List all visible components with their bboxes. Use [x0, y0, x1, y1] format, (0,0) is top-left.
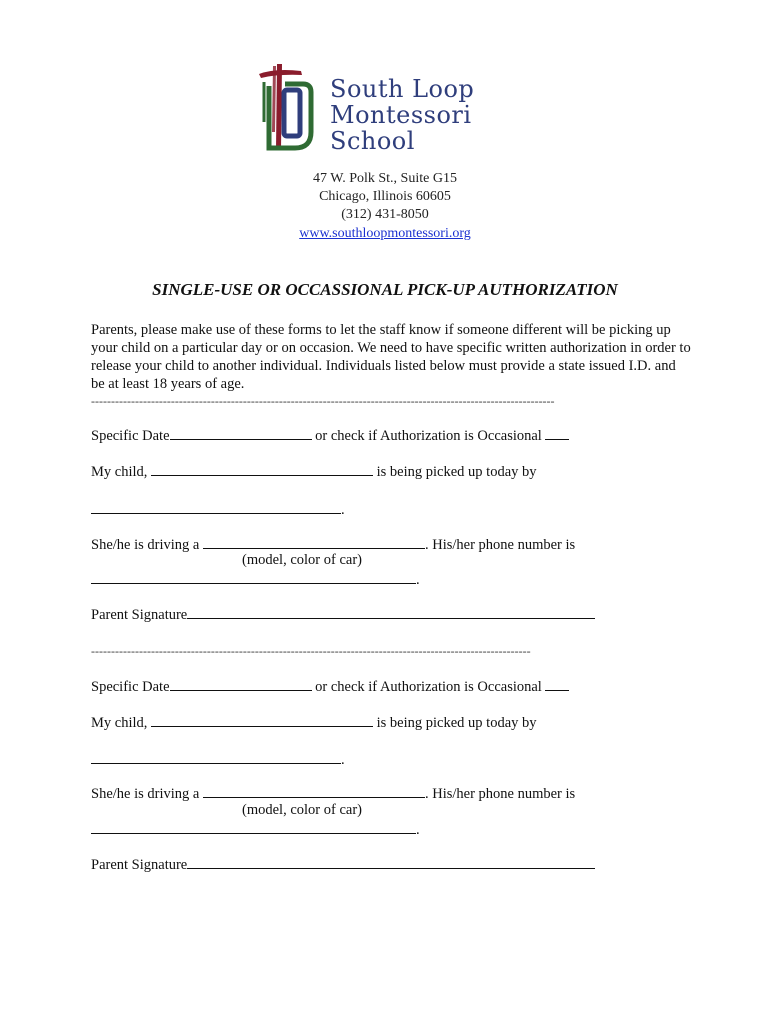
signature-row-1: Parent Signature	[91, 605, 595, 624]
school-name-line3: School	[330, 127, 415, 155]
parent-signature-field-1[interactable]	[187, 605, 595, 619]
occasional-checkbox-1[interactable]	[545, 426, 569, 440]
divider-top: --------------------------------------------------------------------------------------------------------------------	[91, 394, 555, 408]
my-child-row-2: My child, is being picked up today by	[91, 715, 537, 731]
specific-date-field-2[interactable]	[170, 677, 312, 691]
school-logo-icon	[255, 62, 327, 154]
car-hint-2: (model, color of car)	[242, 802, 362, 818]
address-city: Chicago, Illinois 60605	[319, 189, 451, 204]
specific-date-field-1[interactable]	[170, 426, 312, 440]
car-hint-1: (model, color of car)	[242, 552, 362, 568]
school-name-line2: Montessori	[330, 101, 472, 129]
car-field-2[interactable]	[203, 784, 425, 798]
school-name-line1: South Loop	[330, 75, 475, 103]
signature-row-2: Parent Signature	[91, 855, 595, 874]
car-field-1[interactable]	[203, 535, 425, 549]
phone-field-2[interactable]	[91, 820, 416, 834]
form-title: SINGLE-USE OR OCCASSIONAL PICK-UP AUTHORIZATION	[152, 280, 618, 299]
address-street: 47 W. Polk St., Suite G15	[313, 171, 457, 186]
address-phone: (312) 431-8050	[341, 207, 429, 222]
phone-row-2: .	[91, 820, 420, 839]
driving-row-2: She/he is driving a . His/her phone number is	[91, 786, 576, 802]
pickup-person-field-2[interactable]	[91, 750, 341, 764]
phone-field-1[interactable]	[91, 570, 416, 584]
driving-row-1: She/he is driving a . His/her phone number is	[91, 537, 576, 553]
parent-signature-field-2[interactable]	[187, 855, 595, 869]
occasional-checkbox-2[interactable]	[545, 677, 569, 691]
my-child-row-1: My child, is being picked up today by	[91, 464, 537, 480]
child-name-field-2[interactable]	[151, 713, 373, 727]
website-link[interactable]: www.southloopmontessori.org	[299, 226, 471, 241]
pickup-person-row-1: .	[91, 500, 345, 519]
specific-date-row-1: Specific Date or check if Authorization is Occasional	[91, 426, 569, 445]
child-name-field-1[interactable]	[151, 462, 373, 476]
phone-row-1: .	[91, 570, 420, 589]
intro-paragraph: Parents, please make use of these forms to let the staff know if someone different will be picking up your child on a particular day or on occasion. We need to have specific written authorization in order to release your child to another individual. Individuals listed below must provide a state issued I.D. and be at least 18 years of age.	[91, 322, 691, 392]
pickup-person-row-2: .	[91, 750, 345, 769]
pickup-person-field-1[interactable]	[91, 500, 341, 514]
specific-date-row-2: Specific Date or check if Authorization is Occasional	[91, 677, 569, 696]
divider-middle: --------------------------------------------------------------------------------------------------------------	[91, 644, 531, 658]
